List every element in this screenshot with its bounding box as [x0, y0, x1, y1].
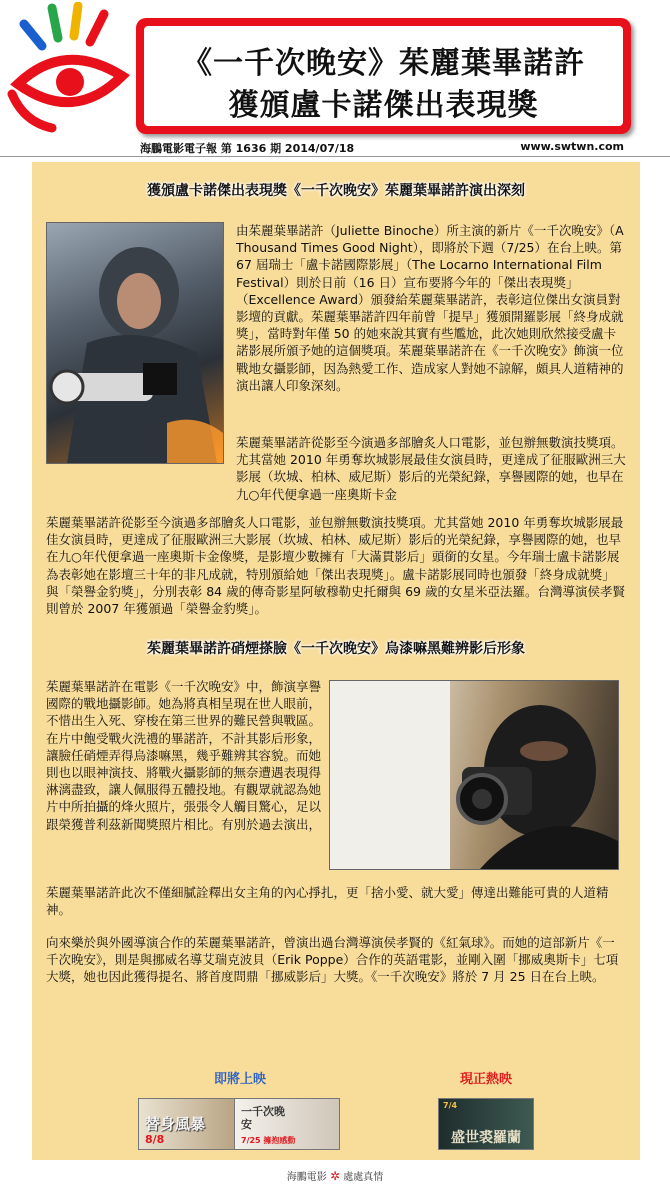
title-banner [136, 18, 631, 134]
banner-title-line2: 獲頒盧卡諾傑出表現獎 [228, 88, 539, 123]
promo-thumb-1-date: 8/8 [145, 1133, 165, 1146]
eye-logo-icon [4, 2, 134, 134]
section1-paragraph2-full: 茱麗葉畢諾許從影至今演過多部膾炙人口電影，並包辦無數演技獎項。尤其當她 2010 年勇奪坎城影展最佳女演員時，更達成了征服歐洲三大影展（坎城、柏林、威尼斯）影后的光榮紀錄，享譽國際的她，也早在九○年代便拿過一座奧斯卡金像獎，是影壇少數擁有「大滿貫影后」頭銜的女星。今年瑞士盧卡諾影展為表彰她在影壇三十年的非凡成就，特別頒給她「傑出表現獎」。盧卡諾影展同時也頒發「終身成就獎」與「榮譽金豹獎」，分別表彰 84 歲的傳奇影星阿敏穆勒史托爾與 69 歲的女星米亞法羅。台灣導演侯孝賢則曾於 2007 年獲頒過「榮譽金豹獎」。 [46, 515, 625, 617]
section1-heading [32, 180, 640, 200]
promo-thumb-3-title: 盛世裘羅蘭 [451, 1130, 521, 1146]
section1-paragraph1: 由茱麗葉畢諾許（Juliette Binoche）所主演的新片《一千次晚安》（A Thousand Times Good Night），即將於下週（7/25）在台上映。第 67 屆瑞士「盧卡諾國際影展」（The Locarno International Film Festival）則於日前（16 日）宣布要將今年的「傑出表現獎」（Excellence Award）頒發給茱麗葉畢諾許，表彰這位傑出女演員對影壇的貢獻。茱麗葉畢諾許四年前曾「提早」獲頒開羅影展「終身成就獎」，當時對年僅 50 的她來說其實有些尷尬，此次她則欣然接受盧卡諾影展所頒予她的這個獎項。茱麗葉畢諾許在《一千次晚安》飾演一位戰地女攝影師，因為熱愛工作、造成家人對她不諒解，頗具人道精神的演出讓人印象深刻。 [236, 223, 624, 393]
coming-soon-label: 即將上映 [214, 1072, 267, 1087]
promo-thumb-2[interactable] [234, 1098, 340, 1150]
photographer-photo-1 [46, 222, 224, 464]
footer-left: 海鵬電影 [286, 1172, 327, 1183]
issue-info: 海鵬電影電子報 第 1636 期 2014/07/18 [140, 142, 355, 155]
section2-heading-text: 茱麗葉畢諾許硝煙搽臉《一千次晚安》烏漆嘛黑難辨影后形象 [147, 641, 525, 657]
photographer-photo-2 [329, 680, 619, 870]
section2-paragraph2: 向來樂於與外國導演合作的茱麗葉畢諾許，曾演出過台灣導演侯孝賢的《紅氣球》。而她的這部新片《一千次晚安》，則是與挪威名導艾瑞克波貝（Erik Poppe）合作的英語電影，並剛入圍「挪威奧斯卡」七項大獎，她也因此獲得提名、將首度問鼎「挪威影后」大獎。《一千次晚安》將於 7 月 25 日在台上映。 [46, 935, 619, 985]
website-link[interactable]: www.swtwn.com [520, 140, 624, 153]
section2-heading [32, 638, 640, 658]
title-banner-inner [144, 26, 623, 126]
promo-thumb-1[interactable] [138, 1098, 236, 1150]
promo-thumb-2-date: 7/25 擁抱感動 [241, 1136, 296, 1145]
promo-thumb-3-date: 7/4 [443, 1101, 458, 1110]
section2-paragraph1-end: 茱麗葉畢諾許此次不僅細膩詮釋出女主角的內心掙扎，更「捨小愛、就大愛」傳達出難能可貴的人道精神。 [46, 885, 609, 918]
banner-title-line1: 《一千次晚安》茱麗葉畢諾許 [182, 46, 585, 81]
footer [0, 1168, 670, 1183]
promo-thumb-1-title: 替身風暴 [145, 1115, 206, 1133]
promo-thumb-2-title: 一千次晚安 [241, 1105, 285, 1131]
footer-right: 處處真情 [343, 1172, 384, 1183]
article-panel [32, 162, 640, 1160]
section1-heading-text: 獲頒盧卡諾傑出表現獎《一千次晚安》茱麗葉畢諾許演出深刻 [147, 183, 525, 199]
divider [0, 156, 670, 157]
now-showing-label: 現正熱映 [460, 1072, 513, 1087]
section2-paragraph1-wrap: 茱麗葉畢諾許在電影《一千次晚安》中，飾演享譽國際的戰地攝影師。她為將真相呈現在世人眼前，不惜出生入死、穿梭在第三世界的難民營與戰區。在片中飽受戰火洗禮的畢諾許，不計其影后形象，讓臉任硝煙弄得烏漆嘛黑，幾乎難辨其容貌。而她則也以眼神演技、將戰火攝影師的無奈遭遇表現得淋漓盡致，讓人佩服得五體投地。有觀眾就認為她片中所拍攝的烽火照片，張張令人觸目驚心，足以跟榮獲普利茲新聞獎照片相比。有別於過去演出， [46, 679, 322, 832]
section1-paragraph2-wrap: 茱麗葉畢諾許從影至今演過多部膾炙人口電影，並包辦無數演技獎項。尤其當她 2010 年勇奪坎城影展最佳女演員時，更達成了征服歐洲三大影展（坎城、柏林、威尼斯）影后的光榮紀錄，享譽國際的她，也早在九○年代便拿過一座奧斯卡金 [236, 435, 626, 502]
footer-eye-icon: ✲ [329, 1169, 341, 1183]
promo-thumb-3[interactable] [438, 1098, 534, 1150]
